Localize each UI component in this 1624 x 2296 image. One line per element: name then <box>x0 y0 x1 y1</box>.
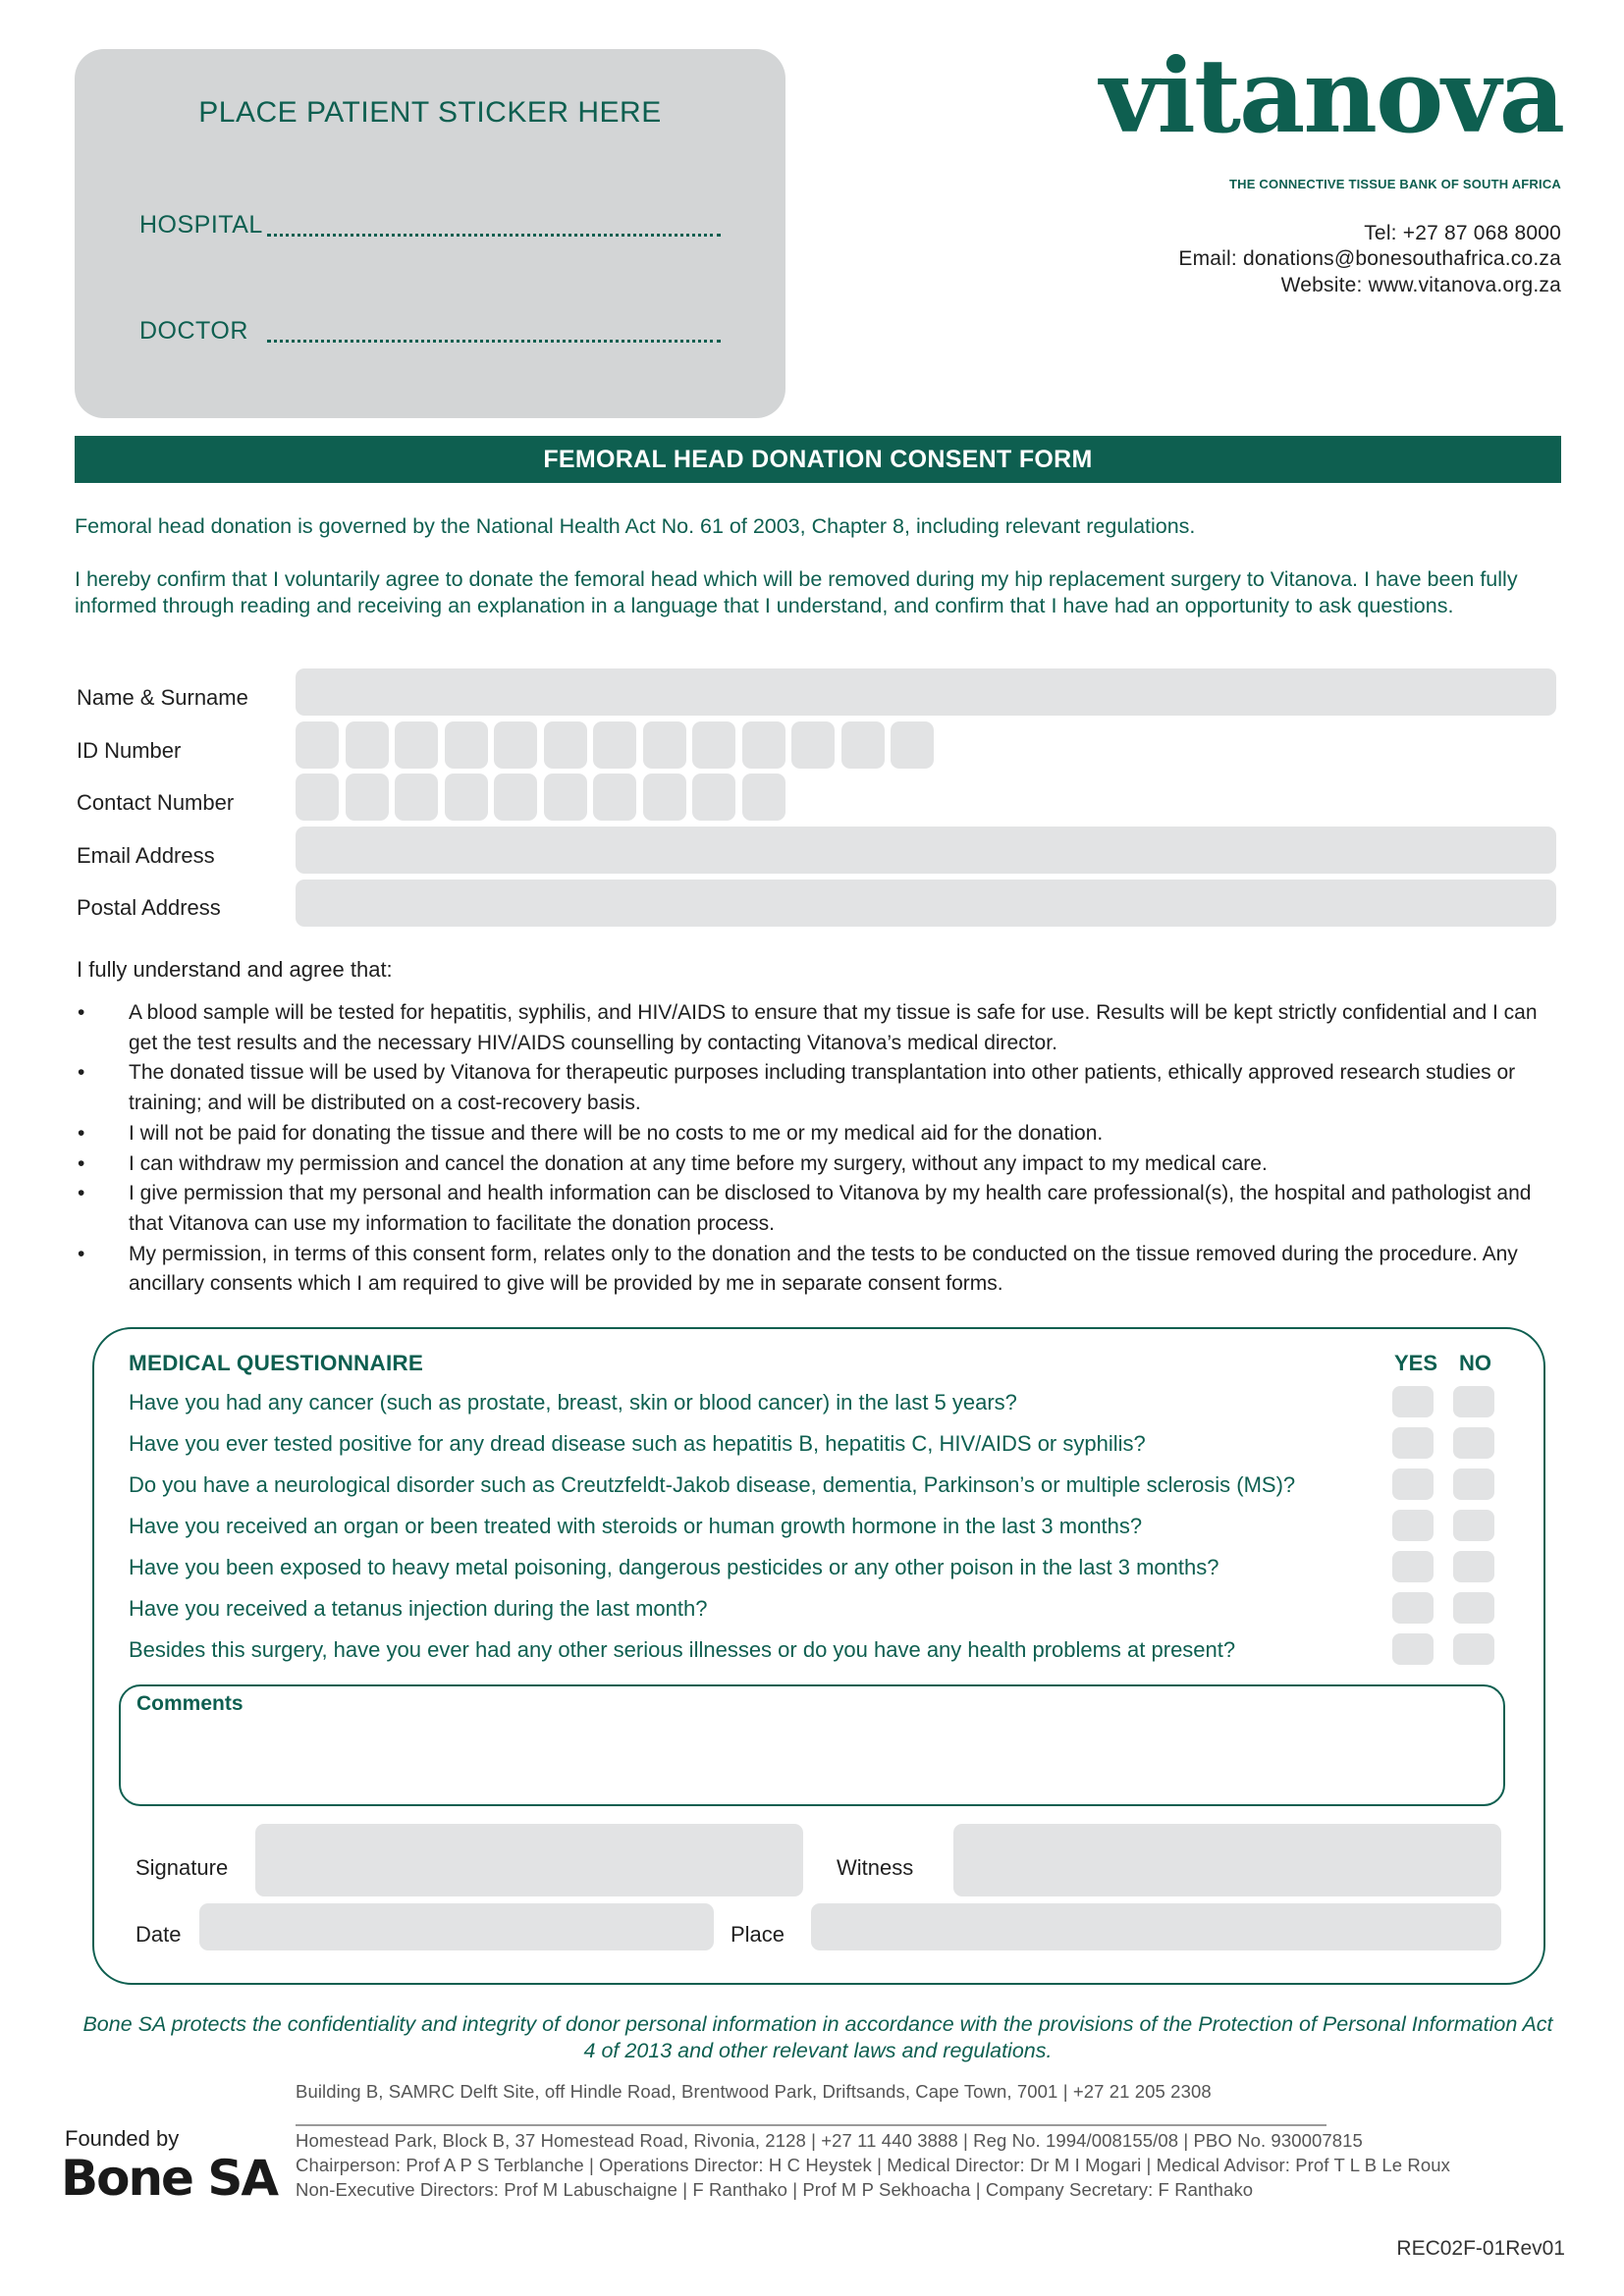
postal-label: Postal Address <box>77 895 221 920</box>
date-field[interactable] <box>199 1903 714 1950</box>
question-organ-steroids-yes[interactable] <box>1392 1510 1434 1541</box>
bullet-icon: • <box>78 1151 85 1175</box>
id-number-cell[interactable] <box>494 721 537 769</box>
email-label: Email Address <box>77 843 215 868</box>
signature-field[interactable] <box>255 1824 803 1896</box>
contact-number-cell[interactable] <box>346 774 389 821</box>
id-number-cell[interactable] <box>445 721 488 769</box>
place-label: Place <box>731 1922 785 1947</box>
date-label: Date <box>135 1922 182 1947</box>
signature-label: Signature <box>135 1855 229 1880</box>
patient-sticker-area <box>75 49 785 418</box>
no-header: NO <box>1459 1351 1491 1375</box>
id-number-cell[interactable] <box>742 721 785 769</box>
question-poison-yes[interactable] <box>1392 1551 1434 1582</box>
privacy-statement: Bone SA protects the confidentiality and integrity of donor personal information in accordance with the provisions of the Protection of Personal Information Act 4 of 2013 and other relevant laws and regulations. <box>82 2012 1553 2062</box>
contact-number-cell[interactable] <box>445 774 488 821</box>
footer-officers: Chairperson: Prof A P S Terblanche | Operations Director: H C Heystek | Medical Director: Dr M I Mogari | Medical Advisor: Prof T L B Le Roux <box>296 2155 1450 2175</box>
contact-number-cell[interactable] <box>544 774 587 821</box>
id-number-cell[interactable] <box>643 721 686 769</box>
question-cancer-no[interactable] <box>1453 1386 1494 1417</box>
question-organ-steroids: Have you received an organ or been treated with steroids or human growth hormone in the last 3 months? <box>129 1514 1143 1538</box>
contact-number-cell[interactable] <box>692 774 735 821</box>
agreement-list <box>75 998 1567 1300</box>
id-number-cell[interactable] <box>791 721 835 769</box>
place-field[interactable] <box>811 1903 1501 1950</box>
question-tetanus-yes[interactable] <box>1392 1592 1434 1624</box>
id-number-cell[interactable] <box>841 721 885 769</box>
sticker-title: PLACE PATIENT STICKER HERE <box>198 96 662 129</box>
hospital-label: HOSPITAL <box>139 211 263 239</box>
contact-number-label: Contact Number <box>77 790 235 815</box>
id-number-cell[interactable] <box>395 721 438 769</box>
question-tetanus-no[interactable] <box>1453 1592 1494 1624</box>
id-number-cell[interactable] <box>346 721 389 769</box>
bullet-icon: • <box>78 1182 85 1205</box>
list-item: • The donated tissue will be used by Vitanova for therapeutic purposes including transplantation into other patients, ethically approved research studies or training; and will be distributed on a cost-recovery basis. <box>75 1058 1567 1118</box>
question-neurological-yes[interactable] <box>1392 1468 1434 1500</box>
form-title: FEMORAL HEAD DONATION CONSENT FORM <box>75 436 1561 483</box>
doctor-label: DOCTOR <box>139 317 248 345</box>
question-organ-steroids-no[interactable] <box>1453 1510 1494 1541</box>
vitanova-logo <box>1100 35 1564 191</box>
contact-number-cell[interactable] <box>593 774 636 821</box>
postal-field[interactable] <box>296 880 1556 927</box>
question-dread-disease: Have you ever tested positive for any dread disease such as hepatitis B, hepatitis C, HIV/AIDS or syphilis? <box>129 1431 1146 1456</box>
question-cancer-yes[interactable] <box>1392 1386 1434 1417</box>
id-number-cell[interactable] <box>296 721 339 769</box>
list-item: • My permission, in terms of this consent form, relates only to the donation and the tests to be conducted on the tissue removed during the procedure. Any ancillary consents which I am required to give will be provided by me in separate consent forms. <box>75 1240 1567 1300</box>
bone-sa-logo: Bone SA <box>61 2150 278 2207</box>
name-label: Name & Surname <box>77 685 248 710</box>
id-number-cell[interactable] <box>692 721 735 769</box>
logo-wordmark: vitanova <box>1100 35 1564 156</box>
question-cancer: Have you had any cancer (such as prostate, breast, skin or blood cancer) in the last 5 years? <box>129 1390 1017 1415</box>
contact-number-cell[interactable] <box>494 774 537 821</box>
name-field[interactable] <box>296 668 1556 716</box>
question-neurological-no[interactable] <box>1453 1468 1494 1500</box>
list-item: • I will not be paid for donating the tissue and there will be no costs to me or my medical aid for the donation. <box>75 1119 1567 1149</box>
question-neurological: Do you have a neurological disorder such as Creutzfeldt-Jakob disease, dementia, Parkinson’s or multiple sclerosis (MS)? <box>129 1472 1296 1497</box>
id-number-cell[interactable] <box>891 721 934 769</box>
witness-label: Witness <box>837 1855 914 1880</box>
question-dread-disease-no[interactable] <box>1453 1427 1494 1459</box>
logo-tagline: THE CONNECTIVE TISSUE BANK OF SOUTH AFRICA <box>1229 177 1561 191</box>
list-item: • I give permission that my personal and health information can be disclosed to Vitanova by my health care professional(s), the hospital and pathologist and that Vitanova can use my information to facilitate the donation process. <box>75 1179 1567 1239</box>
confirmation-text: I hereby confirm that I voluntarily agree to donate the femoral head which will be removed during my hip replacement surgery to Vitanova. I have been fully informed through reading and receiving an explanation in a language that I understand, and confirm that I have had an opportunity to ask questions. <box>75 567 1518 617</box>
bullet-icon: • <box>78 1242 85 1265</box>
contact-website: Website: www.vitanova.org.za <box>1280 274 1561 296</box>
witness-field[interactable] <box>953 1824 1501 1896</box>
bullet-icon: • <box>78 1061 85 1085</box>
yes-header: YES <box>1394 1351 1438 1375</box>
bullet-icon: • <box>78 1001 85 1024</box>
questionnaire-heading: MEDICAL QUESTIONNAIRE <box>129 1351 424 1375</box>
agreement-heading: I fully understand and agree that: <box>77 957 393 982</box>
contact-email: Email: donations@bonesouthafrica.co.za <box>1178 247 1561 270</box>
id-number-cell[interactable] <box>544 721 587 769</box>
comments-label: Comments <box>136 1692 244 1715</box>
contact-number-cell[interactable] <box>643 774 686 821</box>
question-poison-no[interactable] <box>1453 1551 1494 1582</box>
question-illnesses: Besides this surgery, have you ever had any other serious illnesses or do you have any health problems at present? <box>129 1637 1236 1662</box>
list-item: • A blood sample will be tested for hepatitis, syphilis, and HIV/AIDS to ensure that my tissue is safe for use. Results will be kept strictly confidential and I can get the test results and the necessary HIV/AIDS counselling by contacting Vitanova’s medical director. <box>75 998 1567 1058</box>
document-reference: REC02F-01Rev01 <box>1396 2237 1565 2260</box>
email-field[interactable] <box>296 827 1556 874</box>
footer-address-rivonia: Homestead Park, Block B, 37 Homestead Road, Rivonia, 2128 | +27 11 440 3888 | Reg No. 1994/008155/08 | PBO No. 930007815 <box>296 2130 1363 2151</box>
doctor-line[interactable] <box>267 339 721 343</box>
hospital-line[interactable] <box>267 233 721 237</box>
question-illnesses-no[interactable] <box>1453 1633 1494 1665</box>
footer-directors: Non-Executive Directors: Prof M Labuschaigne | F Ranthako | Prof M P Sekhoacha | Company Secretary: F Ranthako <box>296 2179 1254 2200</box>
footer-divider <box>296 2124 1326 2126</box>
founded-by-label: Founded by <box>65 2126 180 2151</box>
comments-field[interactable] <box>119 1684 1505 1806</box>
id-number-cell[interactable] <box>593 721 636 769</box>
contact-number-cell[interactable] <box>296 774 339 821</box>
list-item: • I can withdraw my permission and cancel the donation at any time before my surgery, without any impact to my medical care. <box>75 1149 1567 1180</box>
id-number-label: ID Number <box>77 738 182 763</box>
intro-text: Femoral head donation is governed by the National Health Act No. 61 of 2003, Chapter 8, including relevant regulations. <box>75 514 1196 538</box>
question-dread-disease-yes[interactable] <box>1392 1427 1434 1459</box>
contact-number-cell[interactable] <box>395 774 438 821</box>
question-illnesses-yes[interactable] <box>1392 1633 1434 1665</box>
contact-tel: Tel: +27 87 068 8000 <box>1364 222 1561 244</box>
footer-address-cape-town: Building B, SAMRC Delft Site, off Hindle Road, Brentwood Park, Driftsands, Cape Town, 7001 | +27 21 205 2308 <box>296 2081 1212 2102</box>
question-poison: Have you been exposed to heavy metal poisoning, dangerous pesticides or any other poison in the last 3 months? <box>129 1555 1219 1579</box>
contact-number-cell[interactable] <box>742 774 785 821</box>
bullet-icon: • <box>78 1121 85 1145</box>
question-tetanus: Have you received a tetanus injection during the last month? <box>129 1596 708 1621</box>
